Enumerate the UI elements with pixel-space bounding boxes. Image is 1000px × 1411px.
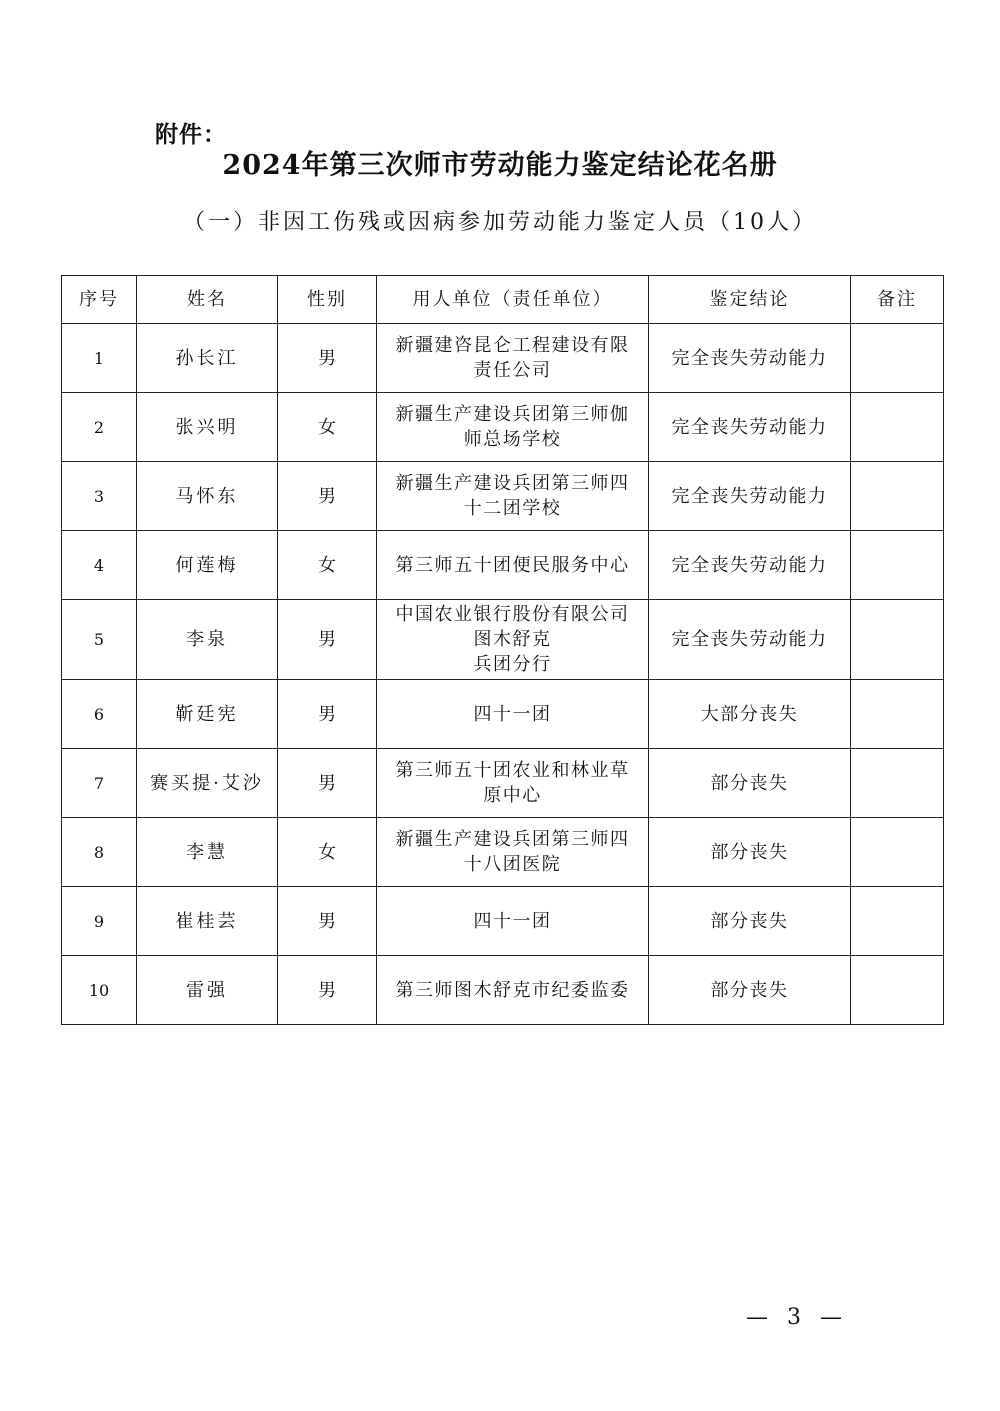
cell-gender: 女: [278, 393, 377, 462]
unit-line: 十二团学校: [463, 498, 562, 519]
table-row: [62, 600, 944, 680]
unit-line: 师总场学校: [463, 429, 562, 450]
header-no: 序号: [62, 276, 137, 324]
cell-remark: [851, 956, 944, 1025]
table-row: [62, 749, 944, 818]
unit-line: 第三师五十团便民服务中心: [395, 554, 630, 576]
unit-line: 新疆生产建设兵团第三师伽: [395, 404, 630, 425]
cell-unit: [377, 462, 649, 531]
cell-gender: 男: [278, 680, 377, 749]
roster-table: [61, 275, 944, 1025]
cell-unit: [377, 680, 649, 749]
cell-name: 张兴明: [137, 393, 278, 462]
cell-gender: 女: [278, 531, 377, 600]
unit-line: 新疆生产建设兵团第三师四: [395, 829, 630, 850]
table-row: [62, 531, 944, 600]
cell-name: 孙长江: [137, 324, 278, 393]
cell-conclusion: 完全丧失劳动能力: [649, 462, 851, 531]
cell-gender: 男: [278, 956, 377, 1025]
header-gender: 性别: [278, 276, 377, 324]
header-remark: 备注: [851, 276, 944, 324]
table-row: [62, 887, 944, 956]
header-unit: 用人单位（责任单位）: [377, 276, 649, 324]
cell-gender: 男: [278, 324, 377, 393]
cell-remark: [851, 324, 944, 393]
unit-line: 图木舒克: [473, 629, 552, 650]
unit-line: 新疆生产建设兵团第三师四: [395, 473, 630, 494]
cell-conclusion: 完全丧失劳动能力: [649, 324, 851, 393]
cell-remark: [851, 680, 944, 749]
attachment-label: 附件：: [155, 122, 227, 148]
cell-name: 李慧: [137, 818, 278, 887]
cell-unit: [377, 749, 649, 818]
unit-line: 第三师五十团农业和林业草: [395, 760, 630, 781]
cell-conclusion: 大部分丧失: [649, 680, 851, 749]
cell-gender: 男: [278, 600, 377, 680]
cell-remark: [851, 531, 944, 600]
cell-no: 7: [62, 749, 137, 818]
table-body: [62, 324, 944, 1025]
cell-gender: 女: [278, 818, 377, 887]
cell-conclusion: 完全丧失劳动能力: [649, 600, 851, 680]
cell-name: 马怀东: [137, 462, 278, 531]
cell-no: 3: [62, 462, 137, 531]
cell-remark: [851, 393, 944, 462]
cell-remark: [851, 462, 944, 531]
table-row: [62, 818, 944, 887]
cell-unit: [377, 324, 649, 393]
cell-gender: 男: [278, 887, 377, 956]
cell-unit: [377, 818, 649, 887]
cell-unit: [377, 393, 649, 462]
table-row: [62, 462, 944, 531]
cell-gender: 男: [278, 462, 377, 531]
cell-unit: [377, 887, 649, 956]
cell-name: 何莲梅: [137, 531, 278, 600]
table-row: [62, 956, 944, 1025]
cell-remark: [851, 887, 944, 956]
cell-no: 1: [62, 324, 137, 393]
cell-unit: [377, 956, 649, 1025]
cell-conclusion: 部分丧失: [649, 749, 851, 818]
cell-no: 4: [62, 531, 137, 600]
table-header-row: [62, 276, 944, 324]
cell-name: 赛买提·艾沙: [137, 749, 278, 818]
page-number: — 3 —: [746, 1305, 848, 1330]
cell-remark: [851, 749, 944, 818]
table-row: [62, 680, 944, 749]
cell-name: 李泉: [137, 600, 278, 680]
cell-no: 2: [62, 393, 137, 462]
unit-line: 新疆建咨昆仑工程建设有限: [395, 335, 630, 356]
cell-remark: [851, 600, 944, 680]
cell-gender: 男: [278, 749, 377, 818]
cell-unit: [377, 531, 649, 600]
section-subtitle: （一）非因工伤残或因病参加劳动能力鉴定人员（10人）: [183, 210, 817, 235]
cell-name: 靳廷宪: [137, 680, 278, 749]
table-row: [62, 324, 944, 393]
cell-name: 崔桂芸: [137, 887, 278, 956]
header-name: 姓名: [137, 276, 278, 324]
document-title: 2024年第三次师市劳动能力鉴定结论花名册: [222, 150, 778, 181]
cell-no: 5: [62, 600, 137, 680]
unit-line: 原中心: [483, 785, 542, 806]
cell-no: 9: [62, 887, 137, 956]
cell-conclusion: 完全丧失劳动能力: [649, 531, 851, 600]
cell-conclusion: 部分丧失: [649, 956, 851, 1025]
cell-no: 10: [62, 956, 137, 1025]
unit-line: 十八团医院: [463, 854, 562, 875]
unit-line: 中国农业银行股份有限公司: [395, 604, 630, 625]
cell-conclusion: 完全丧失劳动能力: [649, 393, 851, 462]
unit-line: 责任公司: [473, 360, 552, 381]
unit-line: 四十一团: [473, 703, 552, 725]
unit-line: 四十一团: [473, 910, 552, 932]
cell-no: 8: [62, 818, 137, 887]
table-row: [62, 393, 944, 462]
unit-line: 第三师图木舒克市纪委监委: [395, 979, 630, 1001]
cell-conclusion: 部分丧失: [649, 818, 851, 887]
header-conclusion: 鉴定结论: [649, 276, 851, 324]
cell-unit: [377, 600, 649, 680]
cell-conclusion: 部分丧失: [649, 887, 851, 956]
cell-name: 雷强: [137, 956, 278, 1025]
unit-line: 兵团分行: [473, 654, 552, 675]
cell-no: 6: [62, 680, 137, 749]
cell-remark: [851, 818, 944, 887]
